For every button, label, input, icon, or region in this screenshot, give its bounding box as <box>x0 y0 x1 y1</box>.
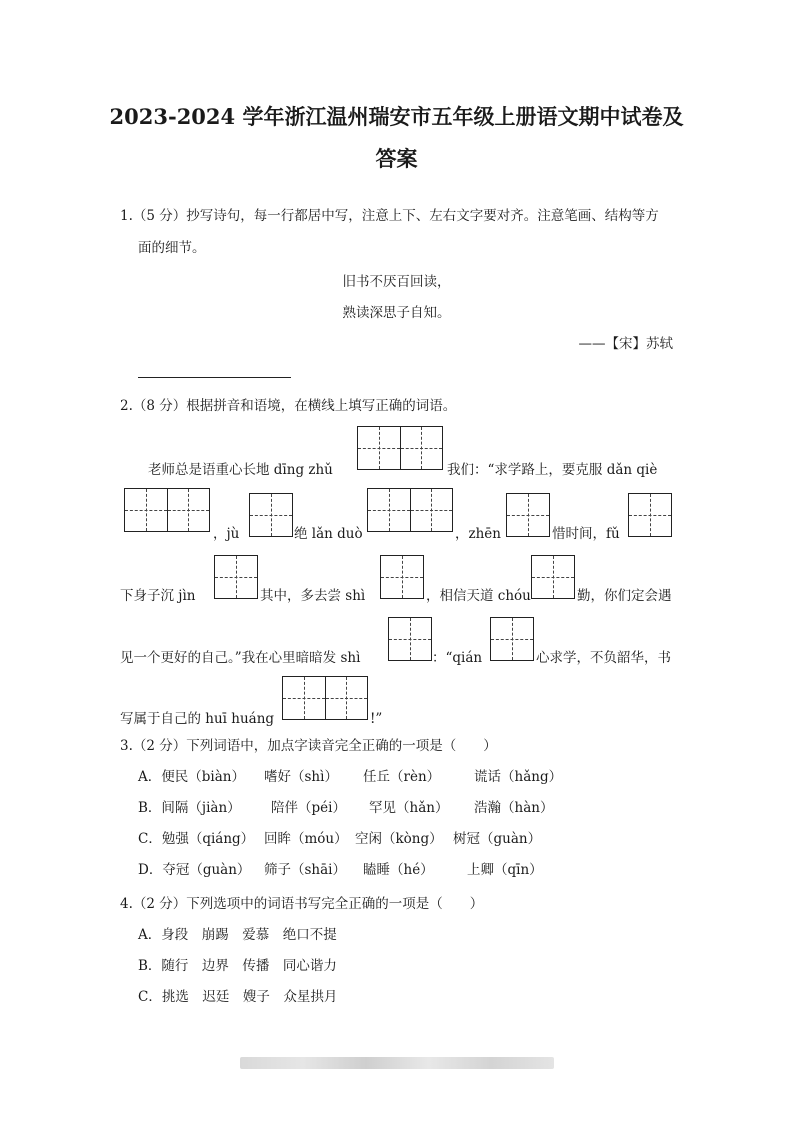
q3-option-a-1[interactable]: A．便民（biàn） <box>138 769 245 785</box>
q2-row5-a: 写属于自己的 huī huáng <box>120 711 275 727</box>
q4-stem: 4.（2 分）下列选项中的词语书写完全正确的一项是（ ） <box>120 896 484 912</box>
q3-option-d-4: 上卿（qīn） <box>467 862 543 878</box>
q3-option-c-4: 树冠（guàn） <box>453 831 542 847</box>
title-line-2: 答案 <box>375 146 418 171</box>
q2-row3-a: 下身子沉 jìn <box>120 588 196 604</box>
q2-row2-b: 绝 lǎn duò <box>294 526 363 542</box>
grid-chou[interactable] <box>531 555 575 599</box>
title-line-1: 2023-2024 学年浙江温州瑞安市五年级上册语文期中试卷及 <box>109 104 684 129</box>
q3-option-c-1[interactable]: C．勉强（qiáng） <box>138 831 255 847</box>
q1-stem-line1: 1.（5 分）抄写诗句，每一行都居中写，注意上下、左右文字要对齐。注意笔画、结构等方 <box>120 208 659 224</box>
page-title <box>60 96 733 180</box>
q3-option-b-3: 罕见（hǎn） <box>369 800 449 816</box>
grid-zhen[interactable] <box>506 493 550 537</box>
q2-row5-b: !” <box>370 711 383 727</box>
q2-row3-b: 其中，多去尝 shì <box>260 588 366 604</box>
q2-row4-c: 心求学，不负韶华，书 <box>536 650 671 666</box>
grid-huihuang[interactable] <box>282 676 368 720</box>
q4-option-a[interactable]: A．身段 崩踢 爱慕 绝口不提 <box>138 927 337 943</box>
grid-shi[interactable] <box>380 555 424 599</box>
grid-landuo[interactable] <box>367 488 453 532</box>
grid-qian[interactable] <box>490 617 534 661</box>
grid-dingzhu[interactable] <box>357 426 443 470</box>
grid-jin[interactable] <box>214 555 258 599</box>
q2-row2-c: ，zhēn <box>455 526 501 542</box>
q2-row2-d: 惜时间，fǔ <box>552 526 620 542</box>
q3-option-b-2: 陪伴（péi） <box>271 800 346 816</box>
q3-option-a-2: 嗜好（shì） <box>264 769 338 785</box>
q3-option-a-3: 任丘（rèn） <box>363 769 441 785</box>
q4-option-b[interactable]: B．随行 边界 传播 同心谐力 <box>138 958 337 974</box>
poem-author: ——【宋】苏轼 <box>578 336 673 352</box>
poem-line-1: 旧书不厌百回读， <box>342 274 451 290</box>
q3-option-d-3: 瞌睡（hé） <box>363 862 434 878</box>
q3-option-c-3: 空闲（kòng） <box>355 831 443 847</box>
q3-option-d-2: 筛子（shāi） <box>264 862 346 878</box>
q1-stem-line2: 面的细节。 <box>138 240 206 256</box>
q3-option-c-2: 回眸（móu） <box>264 831 348 847</box>
q2-row4-a: 见一个更好的自己。”我在心里暗暗发 shì <box>120 650 361 666</box>
q3-stem: 3.（2 分）下列词语中，加点字读音完全正确的一项是（ ） <box>120 738 497 754</box>
blurred-footer-watermark <box>240 1057 554 1069</box>
q3-option-b-1[interactable]: B．间隔（jiàn） <box>138 800 241 816</box>
q2-row1-b: 我们：“求学路上，要克服 dǎn qiè <box>447 462 658 478</box>
q2-row2-a: ，jù <box>213 526 240 542</box>
grid-danqie[interactable] <box>124 488 210 532</box>
grid-fu[interactable] <box>628 493 672 537</box>
grid-shi-vow[interactable] <box>388 617 432 661</box>
q2-row4-b: ：“qián <box>432 650 483 666</box>
q3-option-a-4: 谎话（hǎng） <box>474 769 563 785</box>
q3-option-b-4: 浩瀚（hàn） <box>474 800 554 816</box>
poem-line-2: 熟读深思子自知。 <box>342 305 451 321</box>
q3-option-d-1[interactable]: D．夺冠（guàn） <box>138 862 251 878</box>
q2-stem: 2.（8 分）根据拼音和语境，在横线上填写正确的词语。 <box>120 398 457 414</box>
q2-row3-d: 勤，你们定会遇 <box>577 588 672 604</box>
q2-row3-c: ，相信天道 chóu <box>426 588 531 604</box>
grid-ju[interactable] <box>249 493 293 537</box>
q4-option-c[interactable]: C．挑选 迟廷 嫂子 众星拱月 <box>138 989 338 1005</box>
q2-row1-a: 老师总是语重心长地 dīng zhǔ <box>148 462 333 478</box>
answer-line <box>138 377 291 378</box>
